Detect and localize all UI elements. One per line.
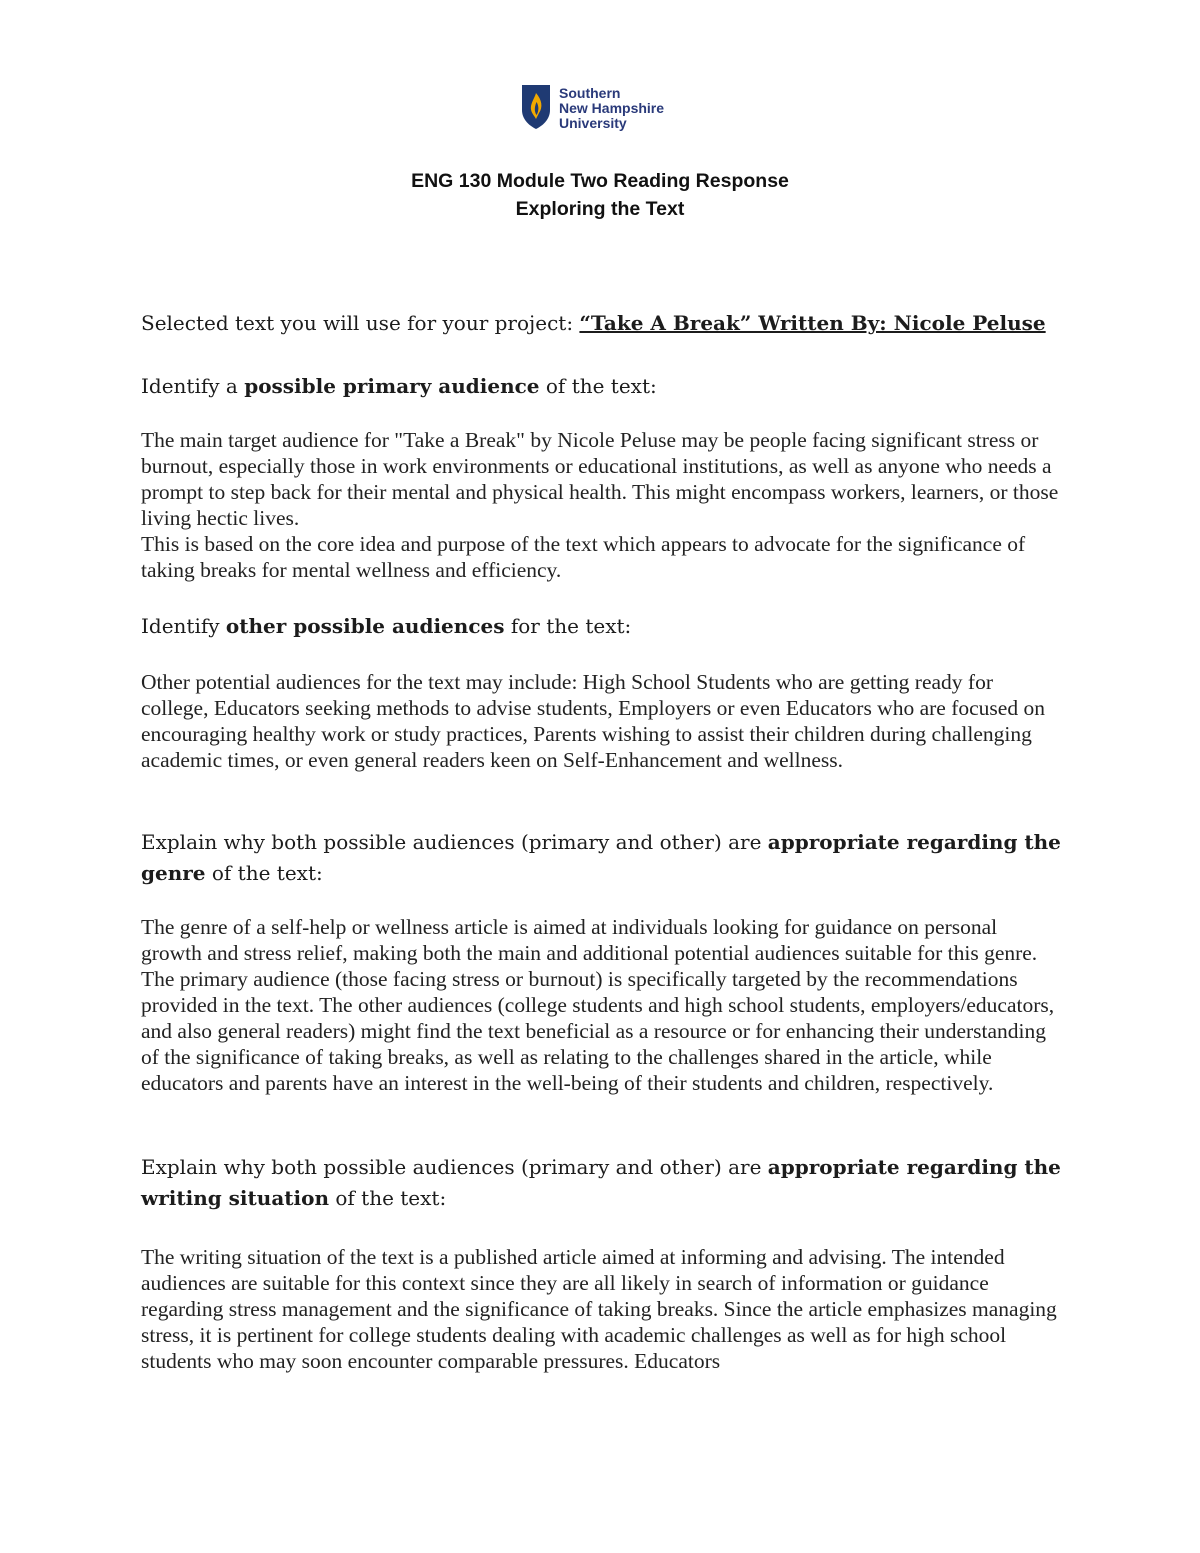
logo-line-southern: Southern [559, 85, 621, 101]
answer-writing-situation: The writing situation of the text is a published article aimed at informing and advising. The intended audiences are suitable for this context since they are all likely in search of information or guidance regarding stress management and the significance of taking breaks. Since the article emphasizes managing stress, it is pertinent for college students dealing with academic challenges as well as for high school students who may soon encounter comparable pressures. Educators [141, 1245, 1057, 1373]
question-text: Identify [141, 614, 226, 638]
page-subtitle: Exploring the Text [515, 198, 685, 220]
question-primary-audience [141, 371, 1061, 402]
answer-other-audiences: Other potential audiences for the text may include: High School Students who are getting ready for college, Educators seeking methods to advise students, Employers or even Educators who are focused on encouraging healthy work or study practices, Parents wishing to assist their children during challenging academic times, or even general readers keen on Self-Enhancement and wellness. [141, 670, 1045, 772]
question-text: of the text: [329, 1186, 447, 1210]
answer-genre: The genre of a self-help or wellness article is aimed at individuals looking for guidance on personal growth and stress relief, making both the main and additional potential audiences suitable for this genre. The primary audience (those facing stress or burnout) is specifically targeted by the recommendations provided in the text. The other audiences (college students and high school students, employers/educators, and also general readers) might find the text beneficial as a resource or for enhancing their understanding of the significance of taking breaks, as well as relating to the challenges shared in the article, while educators and parents have an interest in the well-being of their students and children, respectively. [141, 915, 1055, 1095]
selected-text-label: Selected text you will use for your project: [141, 311, 580, 335]
question-text: of the text: [539, 374, 657, 398]
question-text: Explain why both possible audiences (primary and other) are [141, 830, 768, 854]
question-writing-situation [141, 1152, 1061, 1214]
question-text: Identify a [141, 374, 245, 398]
question-other-audiences [141, 611, 1061, 642]
page-title: ENG 130 Module Two Reading Response [411, 170, 789, 192]
logo-line-university: University [559, 115, 627, 131]
question-text: for the text: [504, 614, 632, 638]
selected-text-value: “Take A Break” Written By: Nicole Peluse [579, 311, 1046, 335]
logo-line-new-hampshire: New Hampshire [559, 100, 665, 116]
selected-text-line [141, 308, 1061, 339]
question-emphasis: appropriate regarding the writing situation [141, 1155, 1061, 1210]
question-text: Explain why both possible audiences (primary and other) are [141, 1155, 768, 1179]
question-emphasis: appropriate regarding the genre [141, 830, 1061, 885]
question-genre [141, 827, 1061, 889]
question-emphasis: possible primary audience [244, 374, 540, 398]
university-logo [521, 84, 664, 131]
answer-primary-audience: The main target audience for "Take a Break" by Nicole Peluse may be people facing significant stress or burnout, especially those in work environments or educational institutions, as well as anyone who needs a prompt to step back for their mental and physical health. This might encompass workers, learners, or those living hectic lives. This is based on the core idea and purpose of the text which appears to advocate for the significance of taking breaks for mental wellness and efficiency. [141, 428, 1059, 582]
question-emphasis: other possible audiences [225, 614, 505, 638]
shield-flame-icon [521, 84, 551, 130]
question-text: of the text: [205, 861, 323, 885]
document-header [0, 167, 1200, 223]
